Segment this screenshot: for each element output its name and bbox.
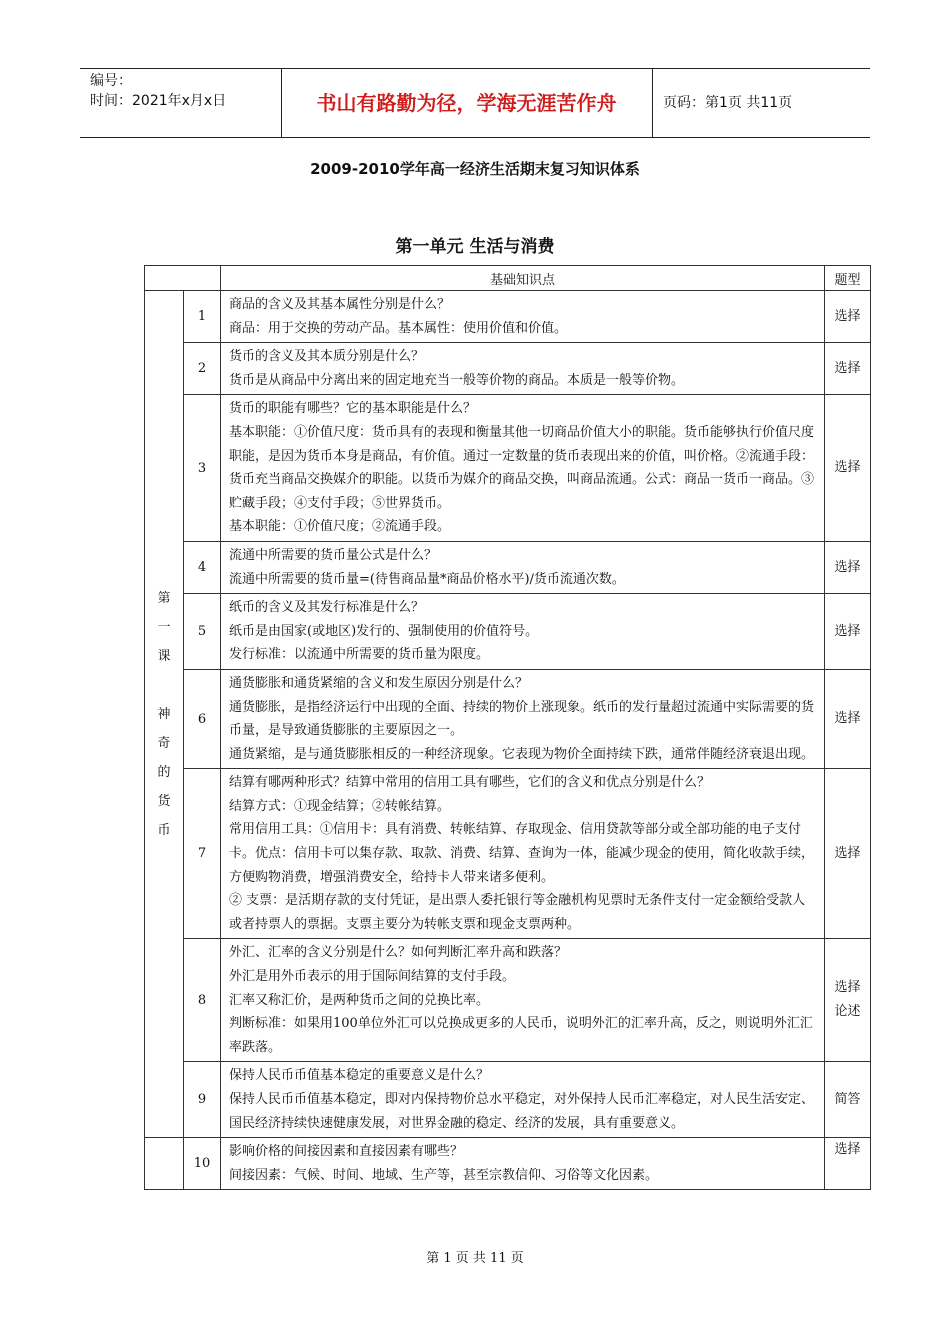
document-time-label: 时间：2021年x月x日 (90, 93, 227, 109)
answer-text: 纸币是由国家(或地区)发行的、强制使用的价值符号。 (229, 623, 539, 639)
table-row (145, 594, 871, 670)
question-type: 选择 (825, 291, 871, 343)
answer-text: 货币是从商品中分离出来的固定地充当一般等价物的商品。本质是一般等价物。 (229, 372, 685, 388)
answer-text: 保持人民币币值基本稳定，即对内保持物价总水平稳定，对外保持人民币汇率稳定，对人民生活安定、国民经济持续快速健康发展，对世界金融的稳定、经济的发展，具有重要意义。 (229, 1092, 815, 1131)
question-text: 保持人民币币值基本稳定的重要意义是什么？ (229, 1068, 490, 1084)
question-type: 选择 (825, 1138, 871, 1190)
question-type: 选择 (825, 594, 871, 670)
row-number: 9 (184, 1062, 221, 1138)
table-row (145, 669, 871, 768)
answer-text: 基本职能：①价值尺度；②流通手段。 (229, 519, 451, 535)
lesson-cell-empty (145, 1138, 184, 1190)
table-row (145, 1062, 871, 1138)
table-header-blank (145, 266, 221, 291)
header-meta-cell (80, 69, 282, 137)
table-header-row (145, 266, 871, 291)
answer-text: 判断标准：如果用100单位外汇可以兑换成更多的人民币，说明外汇的汇率升高，反之，则说明外汇汇率跌落。 (229, 1016, 813, 1055)
answer-text: 流通中所需要的货币量=(待售商品量*商品价格水平)/货币流通次数。 (229, 571, 625, 587)
row-number: 5 (184, 594, 221, 670)
table-row (145, 1138, 871, 1190)
row-number: 10 (184, 1138, 221, 1190)
answer-text: 发行标准：以流通中所需要的货币量为限度。 (229, 647, 490, 663)
question-text: 通货膨胀和通货紧缩的含义和发生原因分别是什么？ (229, 675, 529, 691)
header-motto: 书山有路勤为径，学海无涯苦作舟 (281, 69, 653, 137)
question-type: 简答 (825, 1062, 871, 1138)
header-page-label: 页码：第1页 共11页 (663, 95, 793, 111)
lesson-cell (145, 291, 184, 1138)
question-text: 影响价格的间接因素和直接因素有哪些？ (229, 1144, 464, 1160)
question-type: 选择 (825, 395, 871, 542)
answer-text: 外汇是用外币表示的用于国际间结算的支付手段。 (229, 969, 516, 985)
question-text: 流通中所需要的货币量公式是什么？ (229, 547, 438, 563)
page-footer: 第 1 页 共 11 页 (426, 1251, 524, 1266)
row-content (221, 669, 825, 768)
table-row (145, 541, 871, 593)
answer-text: ② 支票：是活期存款的支付凭证，是出票人委托银行等金融机构见票时无条件支付一定金额给受款人或者持票人的票据。支票主要分为转帐支票和现金支票两种。 (229, 893, 806, 932)
row-content (221, 1138, 825, 1190)
question-text: 货币的职能有哪些？它的基本职能是什么？ (229, 401, 477, 417)
question-text: 商品的含义及其基本属性分别是什么？ (229, 297, 451, 312)
answer-text: 基本职能：①价值尺度：货币具有的表现和衡量其他一切商品价值大小的职能。货币能够执行价值尺度职能，是因为货币本身是商品，有价值。通过一定数量的货币表现出来的价值，叫价格。②流通手段：货币充当商品交换媒介的职能。以货币为媒介的商品交换，叫商品流通。公式：商品一货币一商品。③贮藏手段；④支付手段；⑤世界货币。 (229, 424, 815, 511)
answer-text: 商品：用于交换的劳动产品。基本属性：使用价值和价值。 (229, 320, 568, 336)
row-content (221, 541, 825, 593)
question-type: 选择 (825, 769, 871, 939)
table-row (145, 395, 871, 542)
row-number: 6 (184, 669, 221, 768)
answer-text: 汇率又称汇价，是两种货币之间的兑换比率。 (229, 992, 490, 1008)
document-number-label: 编号： (90, 73, 132, 89)
row-number: 8 (184, 939, 221, 1062)
row-number: 1 (184, 291, 221, 343)
answer-text: 通货紧缩，是与通货膨胀相反的一种经济现象。它表现为物价全面持续下跌，通常伴随经济衰退出现。 (229, 746, 815, 762)
row-content (221, 939, 825, 1062)
row-content (221, 769, 825, 939)
document-title: 2009-2010学年高一经济生活期末复习知识体系 (310, 160, 640, 178)
lesson-number: 第 一 课 (157, 590, 171, 664)
row-number: 3 (184, 395, 221, 542)
row-content (221, 291, 825, 343)
answer-text: 间接因素：气候、时间、地域、生产等，甚至宗教信仰、习俗等文化因素。 (229, 1167, 659, 1183)
question-text: 外汇、汇率的含义分别是什么？如何判断汇率升高和跌落？ (229, 945, 568, 961)
question-text: 货币的含义及其本质分别是什么？ (229, 349, 425, 365)
page-header (80, 68, 870, 138)
question-type: 选择 (825, 669, 871, 768)
row-number: 7 (184, 769, 221, 939)
row-content (221, 343, 825, 395)
table-row (145, 291, 871, 343)
column-header-type: 题型 (825, 266, 871, 291)
table-row (145, 769, 871, 939)
row-content (221, 1062, 825, 1138)
row-content (221, 594, 825, 670)
answer-text: 常用信用工具：①信用卡：具有消费、转帐结算、存取现金、信用贷款等部分或全部功能的电子支付卡。优点：信用卡可以集存款、取款、消费、结算、查询为一体，能减少现金的使用，简化收款手续，方便购物消费，增强消费安全，给持卡人带来诸多便利。 (229, 822, 815, 885)
lesson-title: 神 奇 的 货 币 (157, 706, 171, 838)
row-number: 4 (184, 541, 221, 593)
question-text: 纸币的含义及其发行标准是什么？ (229, 600, 425, 616)
question-type: 选择 (825, 343, 871, 395)
question-type: 选择 (825, 541, 871, 593)
answer-text: 结算方式：①现金结算；②转帐结算。 (229, 798, 451, 814)
row-content (221, 395, 825, 542)
question-text: 结算有哪两种形式？结算中常用的信用工具有哪些，它们的含义和优点分别是什么？ (229, 775, 711, 791)
unit-title: 第一单元 生活与消费 (395, 237, 555, 257)
column-header-content: 基础知识点 (221, 266, 825, 291)
knowledge-table (144, 265, 871, 1190)
table-row (145, 939, 871, 1062)
table-row (145, 343, 871, 395)
row-number: 2 (184, 343, 221, 395)
question-type: 选择 论述 (825, 939, 871, 1062)
answer-text: 通货膨胀，是指经济运行中出现的全面、持续的物价上涨现象。纸币的发行量超过流通中实际需要的货币量，是导致通货膨胀的主要原因之一。 (229, 699, 815, 739)
